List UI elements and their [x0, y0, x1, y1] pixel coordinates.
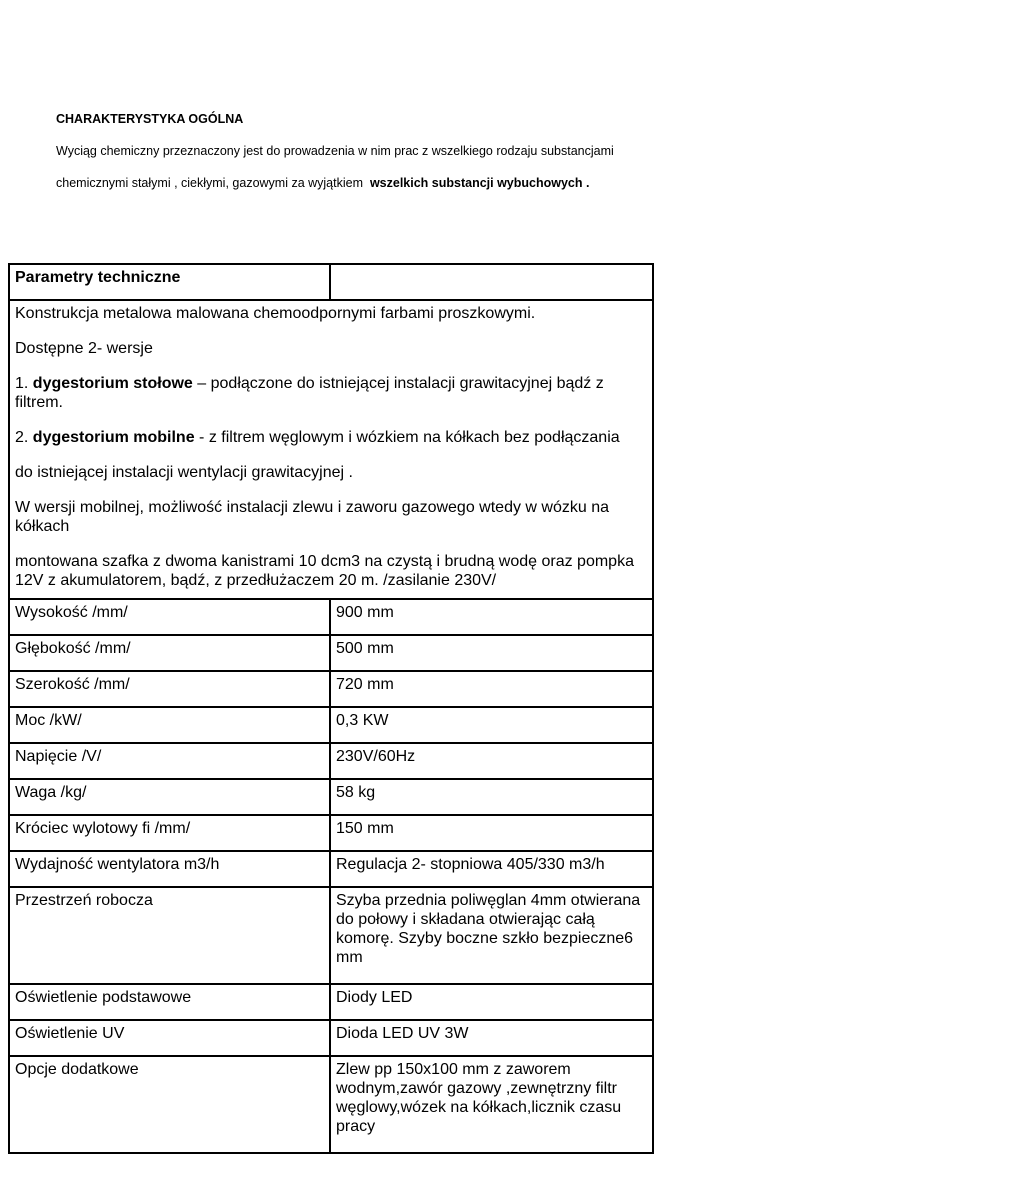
table-row [9, 635, 653, 671]
table-row [9, 707, 653, 743]
parameter-label: Szerokość /mm/ [9, 671, 330, 707]
parameter-value: 58 kg [330, 779, 653, 815]
parameter-label: Napięcie /V/ [9, 743, 330, 779]
parameter-label: Głębokość /mm/ [9, 635, 330, 671]
description-paragraph: Dostępne 2- wersje [15, 340, 153, 357]
parameter-value: 720 mm [330, 671, 653, 707]
section-heading: CHARAKTERYSTYKA OGÓLNA [56, 112, 244, 126]
parameter-label: Oświetlenie UV [9, 1020, 330, 1056]
parameter-value: 230V/60Hz [330, 743, 653, 779]
description-paragraph: do istniejącej instalacji wentylacji grawitacyjnej . [15, 464, 353, 481]
table-row [9, 1020, 653, 1056]
parameter-label: Oświetlenie podstawowe [9, 984, 330, 1020]
empty-header-cell [330, 264, 653, 300]
list-number: 2. [15, 429, 33, 446]
table-row [9, 851, 653, 887]
table-row [9, 984, 653, 1020]
parameter-value: Diody LED [330, 984, 653, 1020]
technical-parameters-table [8, 263, 654, 1154]
parameter-label: Waga /kg/ [9, 779, 330, 815]
intro-line-1: Wyciąg chemiczny przeznaczony jest do prowadzenia w nim prac z wszelkiego rodzaju substancjami [56, 144, 614, 158]
parameter-value: 500 mm [330, 635, 653, 671]
parameter-value: 150 mm [330, 815, 653, 851]
table-row [9, 1056, 653, 1153]
parameter-label: Wysokość /mm/ [9, 599, 330, 635]
version-description: - z filtrem węglowym i wózkiem na kółkach bez podłączania [194, 429, 620, 446]
table-row [9, 887, 653, 984]
parameter-label: Wydajność wentylatora m3/h [9, 851, 330, 887]
parameter-value: Szyba przednia poliwęglan 4mm otwierana do połowy i składana otwierając całą komorę. Szyby boczne szkło bezpieczne6 mm [330, 887, 653, 984]
general-characteristics [56, 112, 614, 208]
table-header-row [9, 264, 653, 300]
table-row [9, 779, 653, 815]
intro-line-2 [56, 176, 614, 191]
description-paragraph [15, 374, 647, 412]
table-row [9, 599, 653, 635]
parameter-value: Regulacja 2- stopniowa 405/330 m3/h [330, 851, 653, 887]
version-name: dygestorium stołowe [32, 375, 193, 392]
intro-bold-text: wszelkich substancji wybuchowych . [369, 176, 590, 190]
description-paragraph: W wersji mobilnej, możliwość instalacji zlewu i zaworu gazowego wtedy w wózku na kółkach [15, 499, 609, 535]
version-name: dygestorium mobilne [32, 429, 195, 446]
parameter-value: 0,3 KW [330, 707, 653, 743]
list-number: 1. [15, 375, 33, 392]
parameter-label: Opcje dodatkowe [9, 1056, 330, 1153]
description-row [9, 300, 653, 599]
parameter-value: Zlew pp 150x100 mm z zaworem wodnym,zawór gazowy ,zewnętrzny filtr węglowy,wózek na kółkach,licznik czasu pracy [330, 1056, 653, 1153]
parameter-value: 900 mm [330, 599, 653, 635]
parameter-label: Moc /kW/ [9, 707, 330, 743]
table-row [9, 671, 653, 707]
table-row [9, 743, 653, 779]
description-paragraph: Konstrukcja metalowa malowana chemoodpornymi farbami proszkowymi. [15, 305, 536, 322]
version-description: – podłączone do istniejącej instalacji grawitacyjnej bądź z filtrem. [15, 375, 604, 411]
table-header: Parametry techniczne [15, 269, 181, 286]
table-header-cell [9, 264, 330, 300]
parameter-value: Dioda LED UV 3W [330, 1020, 653, 1056]
description-cell [9, 300, 653, 599]
parameter-label: Przestrzeń robocza [9, 887, 330, 984]
parameter-label: Króciec wylotowy fi /mm/ [9, 815, 330, 851]
description-paragraph: montowana szafka z dwoma kanistrami 10 dcm3 na czystą i brudną wodę oraz pompka 12V z akumulatorem, bądź, z przedłużaczem 20 m. /zasilanie 230V/ [15, 553, 634, 589]
description-paragraph [15, 428, 647, 447]
intro-text: chemicznymi stałymi , ciekłymi, gazowymi za wyjątkiem [56, 176, 370, 190]
table-row [9, 815, 653, 851]
